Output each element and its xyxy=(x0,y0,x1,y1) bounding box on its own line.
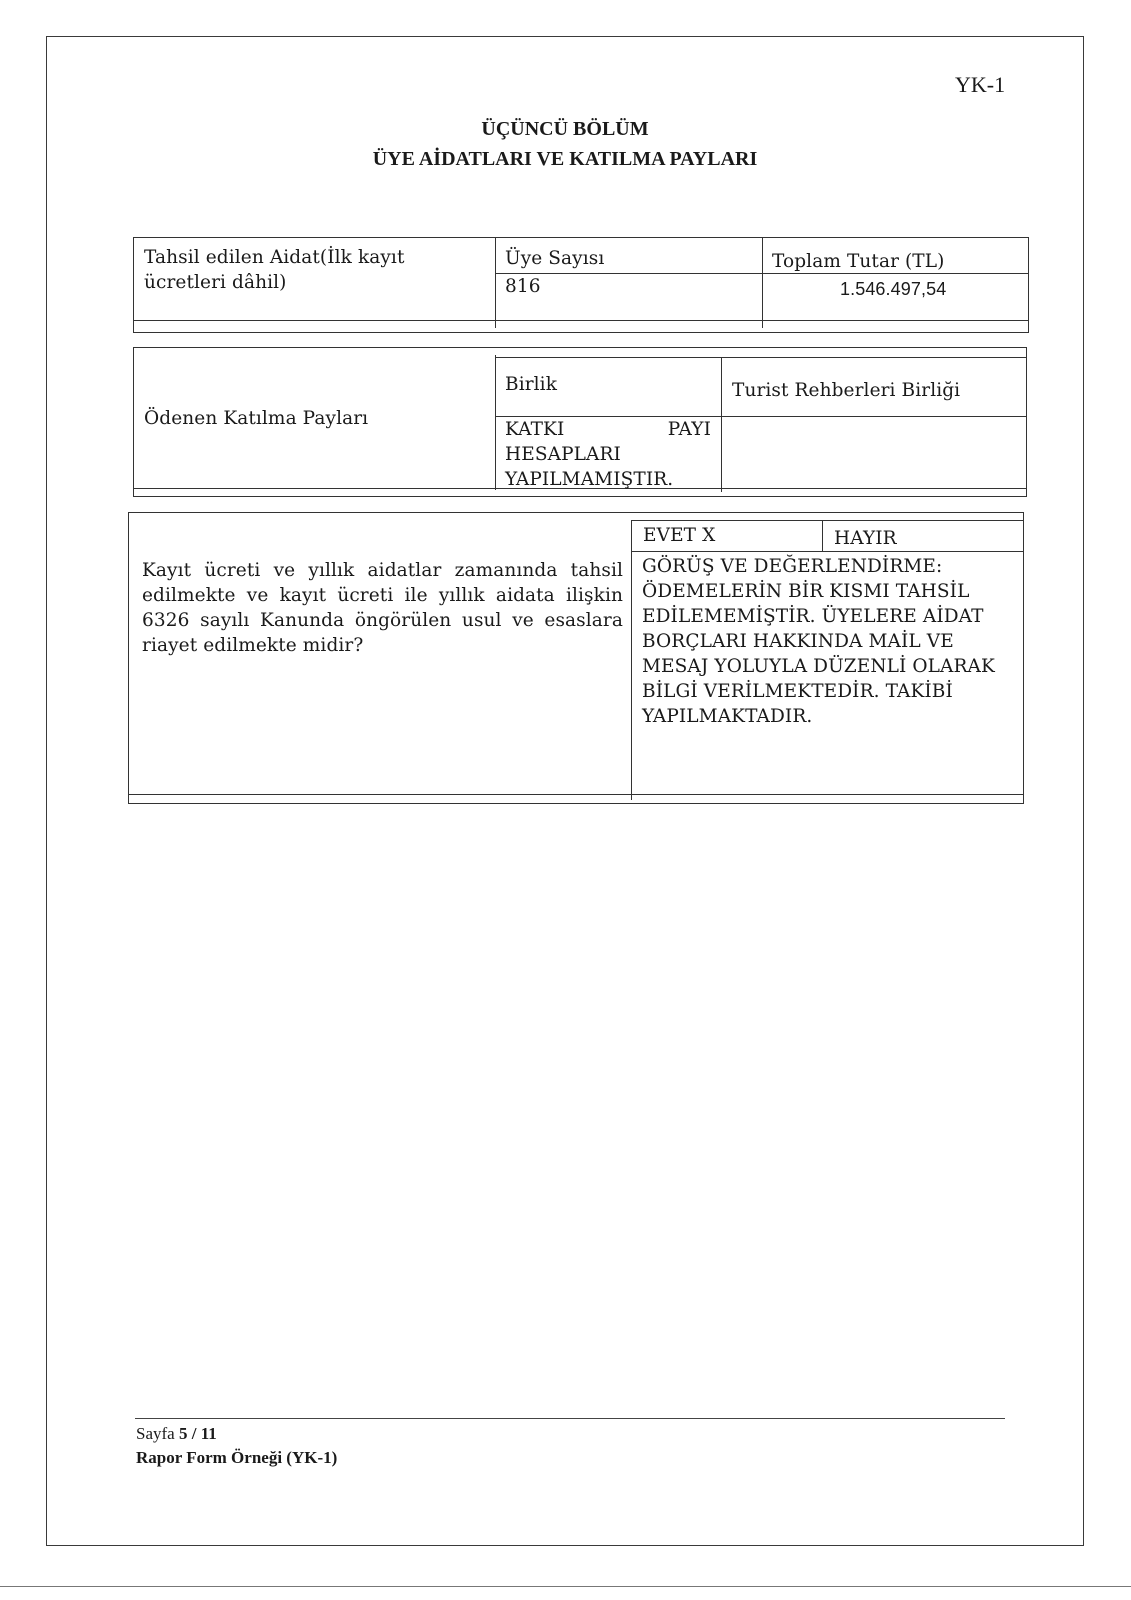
section-subtitle: ÜYE AİDATLARI VE KATILMA PAYLARI xyxy=(372,148,758,170)
footer-rule xyxy=(135,1418,1005,1419)
document-code: YK-1 xyxy=(955,72,1006,97)
form-name: Rapor Form Örneği (YK-1) xyxy=(136,1448,338,1467)
contribution-note: KATKI PAYI HESAPLARI YAPILMAMIŞTIR. xyxy=(505,419,711,490)
total-value: 1.546.497,54 xyxy=(840,279,947,299)
union-label: Birlik xyxy=(505,374,557,395)
page-prefix: Sayfa xyxy=(136,1424,175,1443)
section-title: ÜÇÜNCÜ BÖLÜM xyxy=(481,118,649,140)
union-value: Turist Rehberleri Birliği xyxy=(732,380,961,401)
member-count-header: Üye Sayısı xyxy=(505,248,605,269)
page-bottom-edge xyxy=(0,1586,1131,1587)
no-checkbox-label: HAYIR xyxy=(834,528,897,549)
member-count-value: 816 xyxy=(505,276,541,297)
fees-row-label: Ödenen Katılma Payları xyxy=(144,408,369,429)
total-header: Toplam Tutar (TL) xyxy=(772,251,945,272)
assessment-text: GÖRÜŞ VE DEĞERLENDİRME: ÖDEMELERİN BİR KISMI TAHSİL EDİLEMEMİŞTİR. ÜYELERE AİDAT BORÇLARI HAKKINDA MAİL VE MESAJ YOLUYLA DÜZENLİ OLARAK BİLGİ VERİLMEKTEDİR. TAKİBİ YAPILMAKTADIR. xyxy=(642,556,995,727)
page-number xyxy=(136,1424,217,1444)
yes-checkbox-label: EVET X xyxy=(643,525,716,546)
question-text: Kayıt ücreti ve yıllık aidatlar zamanında tahsil edilmekte ve kayıt ücreti ile yıllık aidata ilişkin 6326 sayılı Kanunda öngörülen usul ve esaslara riayet edilmekte midir? xyxy=(142,560,623,656)
page-number-value: 5 / 11 xyxy=(178,1424,217,1443)
dues-row-label: Tahsil edilen Aidat(İlk kayıt ücretleri dâhil) xyxy=(144,247,405,293)
